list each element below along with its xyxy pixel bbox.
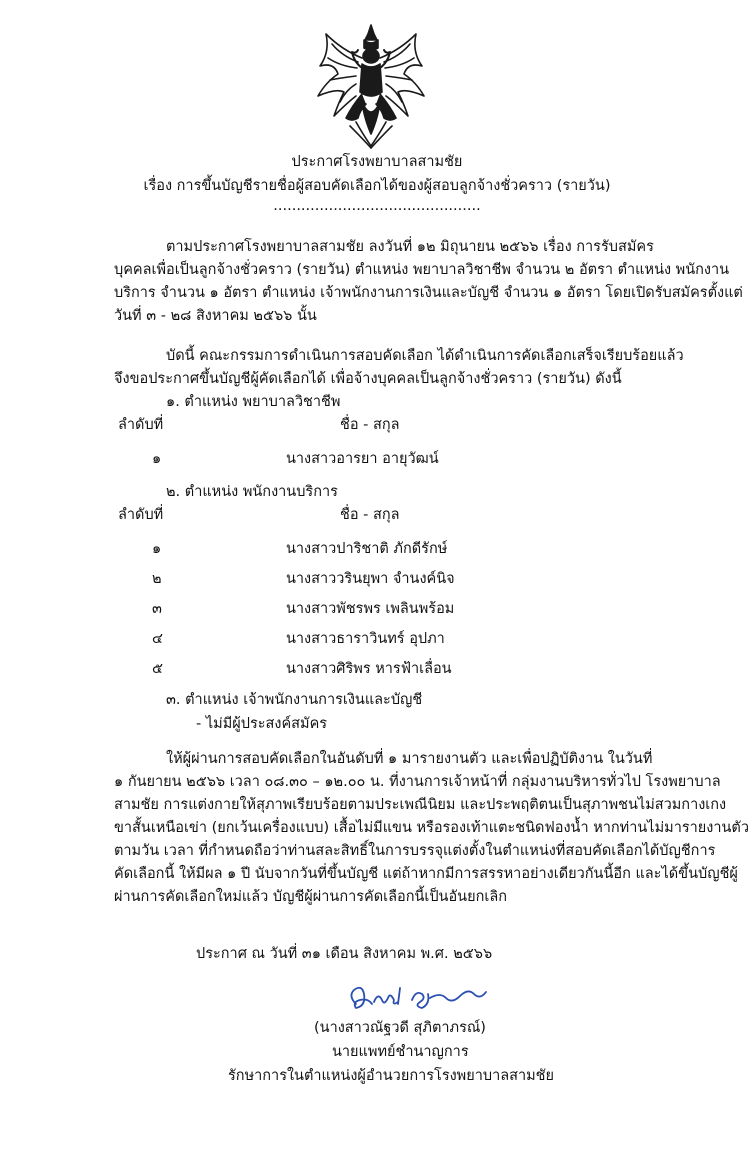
instructions-line-4: ขาสั้นเหนือเข่า (ยกเว้นเครื่องแบบ) เสื้อไม่มีแขน หรือรองเท้าแตะชนิดฟองน้ำ หากท่านไม่มารายงานตัว [114,820,749,836]
section-2-heading: ๒. ตำแหน่ง พนักงานบริการ [166,484,338,500]
section-2-row-2-name: นางสาววรินยุพา จำนงค์นิจ [286,571,455,587]
intro-line-4: วันที่ ๓ - ๒๘ สิงหาคม ๒๕๖๖ นั้น [114,308,317,324]
section-2-row-3-name: นางสาวพัชรพร เพลินพร้อม [286,601,455,617]
section-2-row-2-rank: ๒ [152,571,162,587]
section-2-col-name: ชื่อ - สกุล [340,507,400,523]
section-2-col-rank: ลำดับที่ [118,507,164,523]
garuda-emblem-icon [312,22,430,150]
announce-line-1: บัดนี้ คณะกรรมการดำเนินการสอบคัดเลือก ได้ดำเนินการคัดเลือกเสร็จเรียบร้อยแล้ว [166,348,684,364]
section-1-col-rank: ลำดับที่ [118,417,164,433]
section-2-row-4-name: นางสาวธาราวินทร์ อุปภา [286,631,445,647]
signer-acting-position: รักษาการในตำแหน่งผู้อำนวยการโรงพยาบาลสามชัย [228,1068,555,1084]
instructions-line-7: ผ่านการคัดเลือกใหม่แล้ว บัญชีผู้ผ่านการคัดเลือกนี้เป็นอันยกเลิก [114,889,507,905]
section-2-row-1-name: นางสาวปาริชาติ ภักดีรักษ์ [286,541,448,557]
intro-line-2: บุคคลเพื่อเป็นลูกจ้างชั่วคราว (รายวัน) ตำแหน่ง พยาบาลวิชาชีพ จำนวน ๒ อัตรา ตำแหน่ง พนักงาน [114,262,730,278]
section-3-heading: ๓. ตำแหน่ง เจ้าพนักงานการเงินและบัญชี [166,692,423,708]
section-1-row-1-name: นางสาวอารยา อายุวัฒน์ [286,451,439,467]
signer-position: นายแพทย์ชำนาญการ [332,1044,469,1060]
section-1-col-name: ชื่อ - สกุล [340,417,400,433]
signature-icon [342,978,492,1020]
section-1-row-1-rank: ๑ [152,451,162,467]
signer-name: (นางสาวณัฐวดี สุภิตาภรณ์) [314,1020,486,1036]
announcement-title: ประกาศโรงพยาบาลสามชัย [291,154,463,170]
announcement-subject: เรื่อง การขึ้นบัญชีรายชื่อผู้สอบคัดเลือกได้ของผู้สอบลูกจ้างชั่วคราว (รายวัน) [143,178,611,194]
section-2-row-3-rank: ๓ [152,601,162,617]
section-2-row-4-rank: ๔ [152,631,163,647]
section-2-row-5-rank: ๕ [152,661,163,677]
intro-line-1: ตามประกาศโรงพยาบาลสามชัย ลงวันที่ ๑๒ มิถุนายน ๒๕๖๖ เรื่อง การรับสมัคร [166,239,654,255]
header-divider: ............................................. [273,198,481,214]
section-2-row-5-name: นางสาวศิริพร หารฟ้าเลื่อน [286,661,452,677]
section-2-row-1-rank: ๑ [152,541,162,557]
instructions-line-5: ตามวัน เวลา ที่กำหนดถือว่าท่านสละสิทธิ์ในการบรรจุแต่งตั้งในตำแหน่งที่สอบคัดเลือกได้บัญชีการ [114,843,716,859]
instructions-line-3: สามชัย การแต่งกายให้สุภาพเรียบร้อยตามประเพณีนิยม และประพฤติตนเป็นสุภาพชนไม่สวมกางเกง [114,797,727,813]
intro-line-3: บริการ จำนวน ๑ อัตรา ตำแหน่ง เจ้าพนักงานการเงินและบัญชี จำนวน ๑ อัตรา โดยเปิดรับสมัครตั้งแต่ [114,285,743,301]
section-3-note: - ไม่มีผู้ประสงค์สมัคร [196,716,328,732]
instructions-line-2: ๑ กันยายน ๒๕๖๖ เวลา ๐๘.๓๐ – ๑๒.๐๐ น. ที่งานการเจ้าหน้าที่ กลุ่มงานบริหารทั่วไป โรงพยาบาล [114,774,721,790]
announcement-date: ประกาศ ณ วันที่ ๓๑ เดือน สิงหาคม พ.ศ. ๒๕๖๖ [196,946,493,962]
announce-line-2: จึงขอประกาศขึ้นบัญชีผู้คัดเลือกได้ เพื่อจ้างบุคคลเป็นลูกจ้างชั่วคราว (รายวัน) ดังนี้ [114,371,622,387]
instructions-line-6: คัดเลือกนี้ ให้มีผล ๑ ปี นับจากวันที่ขึ้นบัญชี แต่ถ้าหากมีการสรรหาอย่างเดียวกันนี้อีก และได้ขึ้นบัญชีผู้ [114,866,738,882]
instructions-line-1: ให้ผู้ผ่านการสอบคัดเลือกในอันดับที่ ๑ มารายงานตัว และเพื่อปฏิบัติงาน ในวันที่ [166,751,653,767]
section-1-heading: ๑. ตำแหน่ง พยาบาลวิชาชีพ [166,394,341,410]
